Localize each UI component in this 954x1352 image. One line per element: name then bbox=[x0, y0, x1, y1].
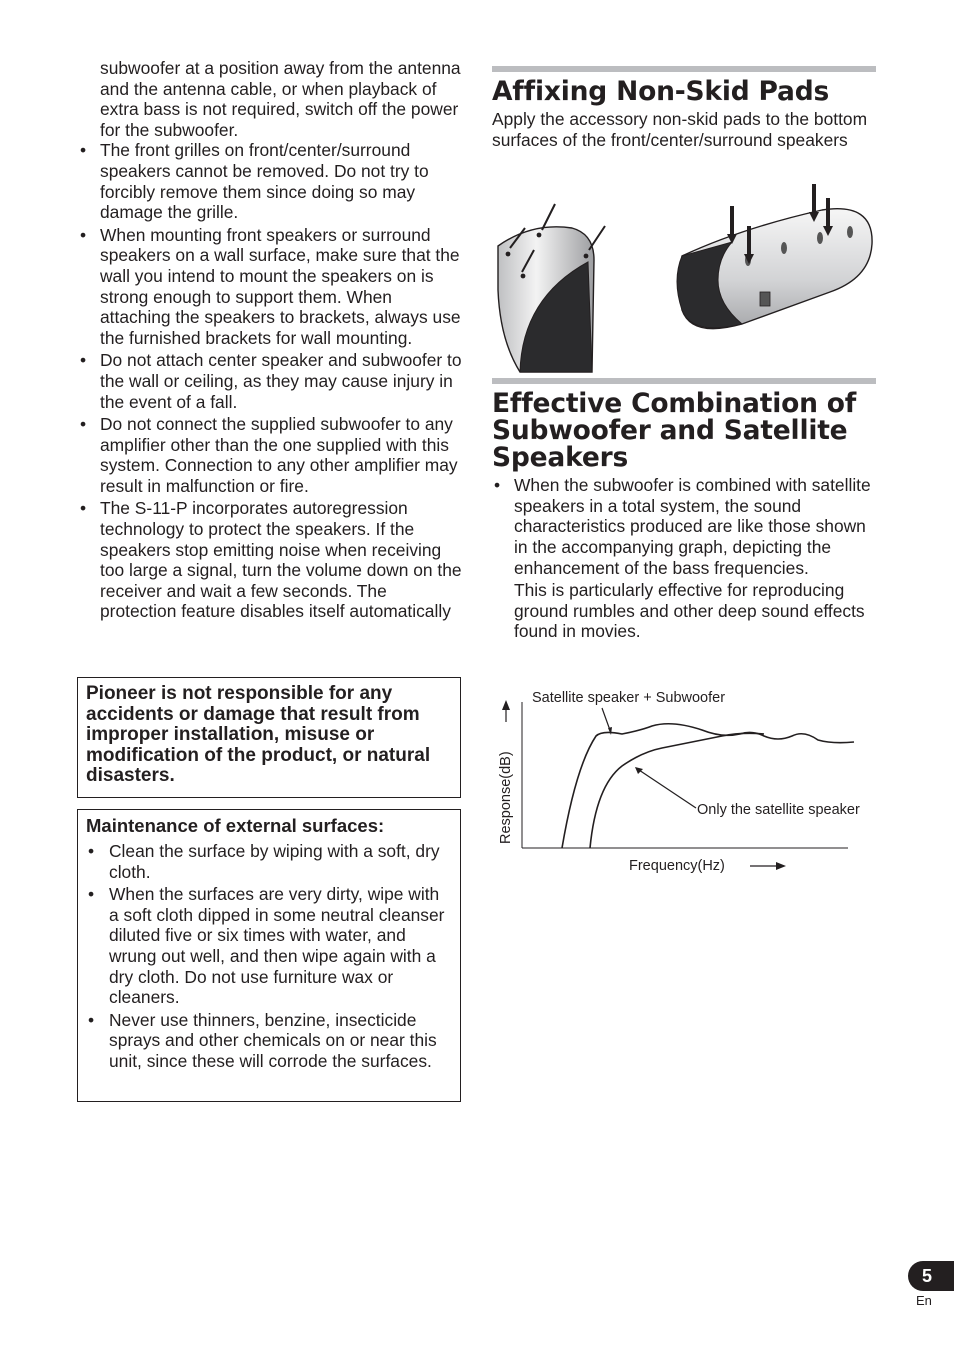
front-speaker-icon bbox=[498, 204, 605, 372]
combination-list bbox=[492, 475, 876, 578]
speaker-pads-illustration bbox=[492, 180, 876, 380]
list-item: • Never use thinners, benzine, insecticide sprays and other chemicals on or near this unit, since these will corrode the surfaces. bbox=[86, 1010, 452, 1072]
satellite-response-curve bbox=[590, 733, 764, 848]
precautions-list bbox=[78, 140, 462, 622]
list-item: • Do not attach center speaker and subwoofer to the wall or ceiling, as they may cause injury in the event of a fall. bbox=[78, 350, 462, 412]
label-satellite-plus-subwoofer: Satellite speaker + Subwoofer bbox=[532, 690, 726, 706]
left-column bbox=[78, 58, 462, 624]
list-item: • The front grilles on front/center/surround speakers cannot be removed. Do not try to forcibly remove them since doing so may damage the grille. bbox=[78, 140, 462, 222]
maintenance-title: Maintenance of external surfaces: bbox=[86, 815, 385, 836]
frequency-response-graph bbox=[492, 686, 882, 882]
y-axis-label: Response(dB) bbox=[498, 751, 514, 844]
label-only-satellite: Only the satellite speaker bbox=[697, 802, 860, 818]
list-item: • When the surfaces are very dirty, wipe with a soft cloth dipped in some neutral cleanser diluted five or six times with water, and wrung out well, and then wipe again with a dry cloth. Do not use furniture wax or cleaners. bbox=[86, 884, 452, 1008]
list-item: • The S-11-P incorporates autoregression technology to protect the speakers. If the speakers stop emitting noise when receiving too large a signal, turn the volume down on the receiver and wait a few seconds. The protection feature disables itself automatically bbox=[78, 498, 462, 622]
list-item: • Do not connect the supplied subwoofer to any amplifier other than the one supplied with this system. Connection to any other amplifier may result in malfunction or fire. bbox=[78, 414, 462, 496]
list-item: • When mounting front speakers or surround speakers on a wall surface, make sure that the wall you intend to mount the speakers on is strong enough to support them. When attaching the speakers to brackets, always use the furnished brackets for wall mounting. bbox=[78, 225, 462, 349]
list-item: • When the subwoofer is combined with satellite speakers in a total system, the sound characteristics produced are like those shown in the accompanying graph, depicting the enhancement of the bass frequencies. bbox=[492, 475, 876, 578]
list-item: • Clean the surface by wiping with a soft, dry cloth. bbox=[86, 841, 452, 882]
maintenance-box bbox=[77, 809, 461, 1102]
section-title-combination: Effective Combination of Subwoofer and Satellite Speakers bbox=[492, 388, 857, 474]
page-number: 5 bbox=[908, 1261, 954, 1291]
maintenance-list bbox=[86, 841, 452, 1072]
non-skid-body: Apply the accessory non-skid pads to the bottom surfaces of the front/center/surround speakers bbox=[492, 109, 868, 150]
section-divider bbox=[492, 66, 876, 72]
x-axis-label: Frequency(Hz) bbox=[629, 858, 725, 874]
liability-warning-box bbox=[77, 677, 461, 798]
section-title-non-skid: Affixing Non-Skid Pads bbox=[492, 76, 830, 107]
liability-warning-text: Pioneer is not responsible for any accidents or damage that result from improper installation, misuse or modification of the product, or natural disasters. bbox=[86, 683, 431, 787]
intro-text: subwoofer at a position away from the antenna and the antenna cable, or when playback of extra bass is not required, switch off the power for the subwoofer. bbox=[100, 58, 461, 140]
combination-continuation: This is particularly effective for reproducing ground rumbles and other deep sound effects found in movies. bbox=[514, 580, 865, 642]
page-language: En bbox=[916, 1293, 932, 1308]
center-speaker-icon bbox=[677, 184, 872, 329]
